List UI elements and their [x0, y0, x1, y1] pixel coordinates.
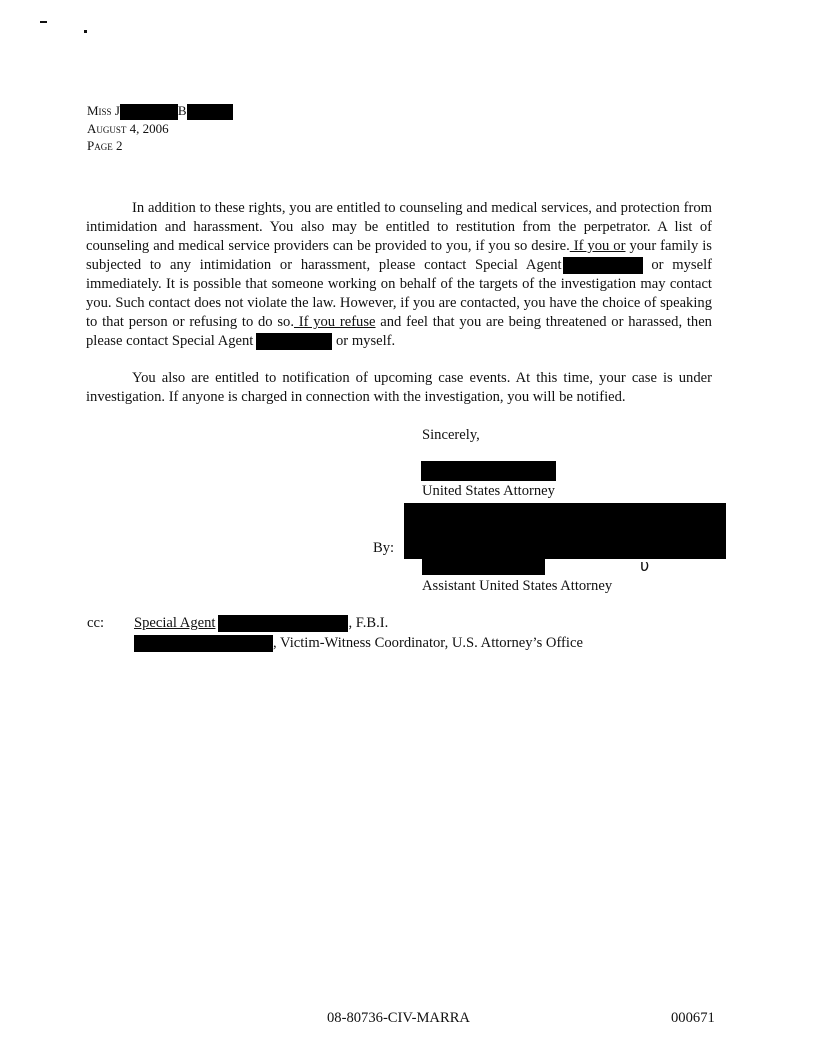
- cc-recipient-fbi: [134, 613, 388, 633]
- cc-coordinator-suffix: , Victim-Witness Coordinator, U.S. Attorney’s Office: [273, 635, 583, 651]
- paragraph-text: You also are entitled to notification of upcoming case events. At this time, your case is under investigation. If anyone is charged in connection with the investigation, you will be notified.: [86, 370, 712, 405]
- redaction-box: [563, 257, 643, 274]
- cc-recipient-coordinator: [134, 633, 583, 653]
- cc-label: cc:: [87, 615, 105, 631]
- redaction-box: [421, 461, 556, 481]
- paragraph-text: or myself.: [332, 333, 396, 349]
- paragraph-text: and feel that you are being threatened or harassed, then please contact Special Agent: [86, 314, 712, 349]
- paragraph-text: In addition to these rights, you are entitled to counseling and medical services, and protection from intimidation and harassment. You also may be entitled to restitution from the perpetrator. A list of counseling and medical service providers can be provided to you, if you so desire.: [86, 200, 712, 254]
- letter-date: August 4, 2006: [87, 121, 169, 137]
- addressee-name: Miss J: [87, 103, 120, 118]
- redaction-box: [404, 503, 726, 559]
- paragraph-notification: [86, 369, 712, 407]
- scan-speck: [40, 21, 47, 23]
- letter-header: [87, 102, 233, 154]
- scan-speck: [84, 30, 87, 33]
- redaction-box: [256, 333, 332, 350]
- signature-mark-icon: υ: [640, 556, 650, 575]
- cc-fbi-suffix: , F.B.I.: [348, 615, 389, 631]
- paragraph-text: your family is subjected to any intimidation or harassment, please contact Special Agent: [86, 238, 712, 273]
- us-attorney-title: United States Attorney: [422, 483, 555, 499]
- redaction-box: [134, 635, 273, 652]
- bates-number: 000671: [671, 1010, 715, 1026]
- addressee-initial: B: [177, 103, 187, 118]
- redaction-box: [422, 558, 545, 575]
- page-label: Page 2: [87, 138, 123, 154]
- redaction-box: [187, 104, 233, 120]
- redaction-box: [218, 615, 348, 632]
- assistant-attorney-title: Assistant United States Attorney: [422, 578, 613, 594]
- paragraph-text: or myself immediately. It is possible that someone working on behalf of the targets of the investigation may contact you. Such contact does not violate the law. However, if you are contacted, you have the choice of speaking to that person or refusing to do so.: [86, 257, 712, 330]
- paragraph-text-underlined: If you refuse: [293, 314, 376, 330]
- redaction-box: [120, 104, 178, 120]
- cc-special-agent-label: Special Agent: [134, 615, 216, 631]
- paragraph-rights: [86, 199, 712, 351]
- case-number: 08-80736-CIV-MARRA: [327, 1010, 470, 1026]
- paragraph-text-underlined: If you or: [569, 238, 626, 254]
- closing-sincerely: Sincerely,: [422, 427, 480, 443]
- by-label: By:: [373, 540, 395, 556]
